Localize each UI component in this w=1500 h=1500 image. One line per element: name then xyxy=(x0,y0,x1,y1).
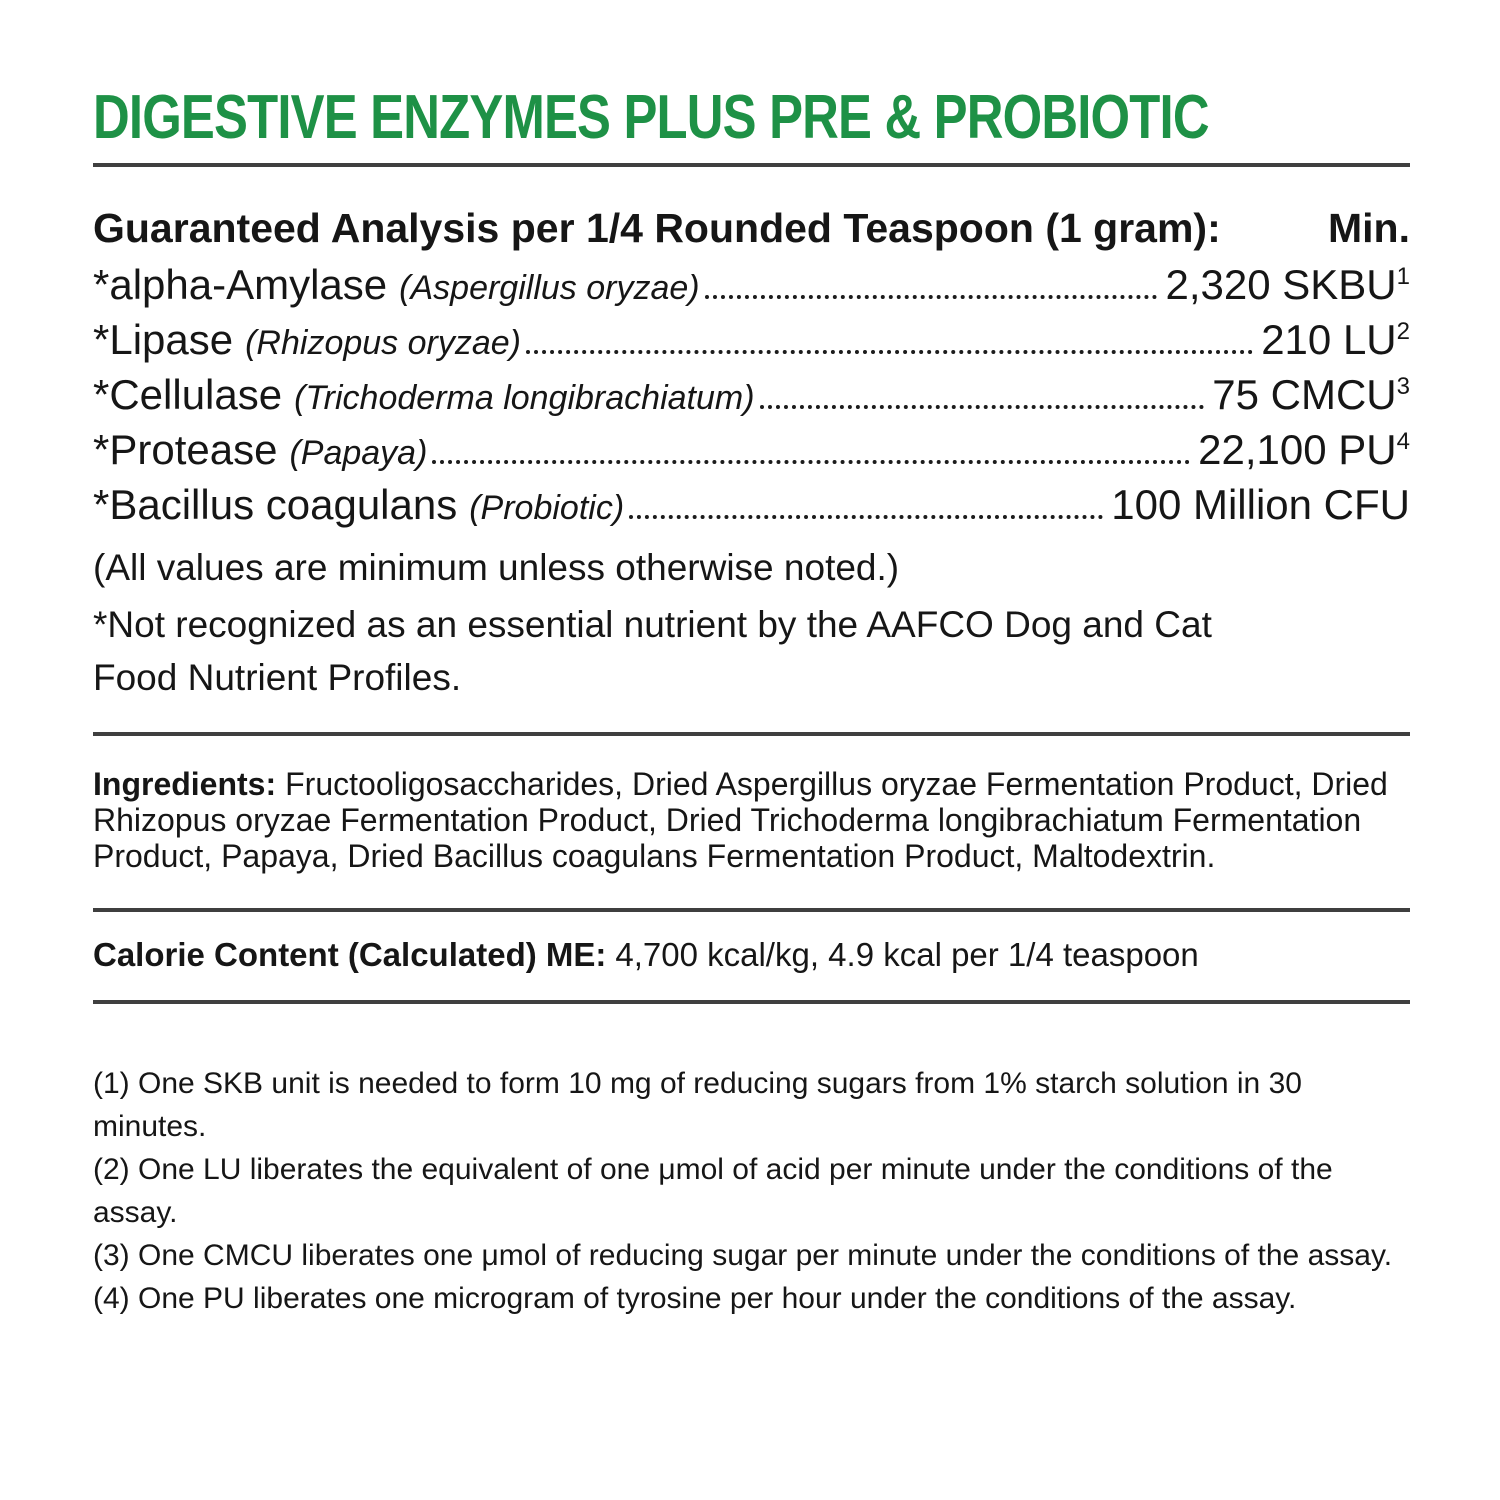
ga-row-footnote-ref: 1 xyxy=(1396,263,1410,291)
section-divider xyxy=(93,732,1410,736)
ga-row-name: *Protease xyxy=(93,426,278,474)
ga-row-value xyxy=(1111,479,1410,530)
ga-row-name: *Lipase xyxy=(93,316,234,364)
ga-row-footnote-ref: 2 xyxy=(1396,318,1410,346)
ga-row-source: (Trichoderma longibrachiatum) xyxy=(294,379,755,418)
section-divider xyxy=(93,908,1410,912)
ga-row-value xyxy=(1198,424,1410,475)
dot-leader xyxy=(629,515,1103,519)
dot-leader xyxy=(432,460,1190,464)
table-row xyxy=(93,369,1410,424)
calorie-content-section xyxy=(93,936,1410,974)
ga-row-source: (Papaya) xyxy=(289,434,428,473)
table-row xyxy=(93,259,1410,314)
ingredients-section xyxy=(93,766,1410,874)
min-column-header: Min. xyxy=(1328,205,1410,252)
aafco-disclaimer: *Not recognized as an essential nutrient by the AAFCO Dog and Cat Food Nutrient Profiles. xyxy=(93,604,1212,699)
ga-row-value-text: 2,320 SKBU xyxy=(1165,261,1397,309)
ga-row-source: (Probiotic) xyxy=(469,489,625,528)
ga-row-name: *alpha-Amylase xyxy=(93,261,388,309)
ga-row-value-text: 100 Million CFU xyxy=(1111,481,1410,529)
title-divider xyxy=(93,163,1410,167)
footnote-3: (3) One CMCU liberates one μmol of reducing sugar per minute under the conditions of the assay. xyxy=(93,1239,1393,1273)
product-title: DIGESTIVE ENZYMES PLUS PRE & PROBIOTIC xyxy=(93,83,1209,152)
footnote-1: (1) One SKB unit is needed to form 10 mg of reducing sugars from 1% starch solution in 30 minutes. xyxy=(93,1067,1302,1144)
dot-leader xyxy=(526,350,1253,354)
dot-leader xyxy=(760,405,1205,409)
calorie-content-label: Calorie Content (Calculated) ME: xyxy=(93,936,607,974)
guaranteed-analysis-heading: Guaranteed Analysis per 1/4 Rounded Teaspoon (1 gram): xyxy=(93,205,1221,252)
section-divider xyxy=(93,1000,1410,1004)
ga-row-value-text: 22,100 PU xyxy=(1198,426,1397,474)
ingredients-list: Fructooligosaccharides, Dried Aspergillus oryzae Fermentation Product, Dried Rhizopus oryzae Fermentation Product, Dried Trichoderma longibrachiatum Fermentation Product, Papaya, Dried Bacillus coagulans Fermentation Product, Maltodextrin. xyxy=(93,766,1388,875)
footnote-4: (4) One PU liberates one microgram of tyrosine per hour under the conditions of the assay. xyxy=(93,1282,1297,1316)
ga-row-value xyxy=(1261,314,1410,365)
table-row xyxy=(93,314,1410,369)
table-row xyxy=(93,424,1410,479)
table-row xyxy=(93,479,1410,534)
ga-row-value xyxy=(1212,369,1410,420)
footnote-2: (2) One LU liberates the equivalent of one μmol of acid per minute under the conditions of the assay. xyxy=(93,1153,1333,1230)
footnotes-section xyxy=(93,1062,1410,1320)
ga-row-value-text: 75 CMCU xyxy=(1212,371,1397,419)
ga-row-value xyxy=(1165,259,1410,310)
ga-row-name: *Cellulase xyxy=(93,371,283,419)
minimum-values-note: (All values are minimum unless otherwise noted.) xyxy=(93,547,900,589)
guaranteed-analysis-table xyxy=(93,259,1410,534)
ga-row-source: (Rhizopus oryzae) xyxy=(245,324,521,363)
ga-row-source: (Aspergillus oryzae) xyxy=(399,269,700,308)
ga-row-name: *Bacillus coagulans xyxy=(93,481,458,529)
ga-row-value-text: 210 LU xyxy=(1261,316,1397,364)
calorie-content-value: 4,700 kcal/kg, 4.9 kcal per 1/4 teaspoon xyxy=(615,936,1199,974)
ga-row-footnote-ref: 4 xyxy=(1396,428,1410,456)
ingredients-label: Ingredients: xyxy=(93,766,277,803)
ga-row-footnote-ref: 3 xyxy=(1396,373,1410,401)
guaranteed-analysis-header xyxy=(93,203,1410,253)
dot-leader xyxy=(705,295,1158,299)
page-title xyxy=(93,83,1410,152)
